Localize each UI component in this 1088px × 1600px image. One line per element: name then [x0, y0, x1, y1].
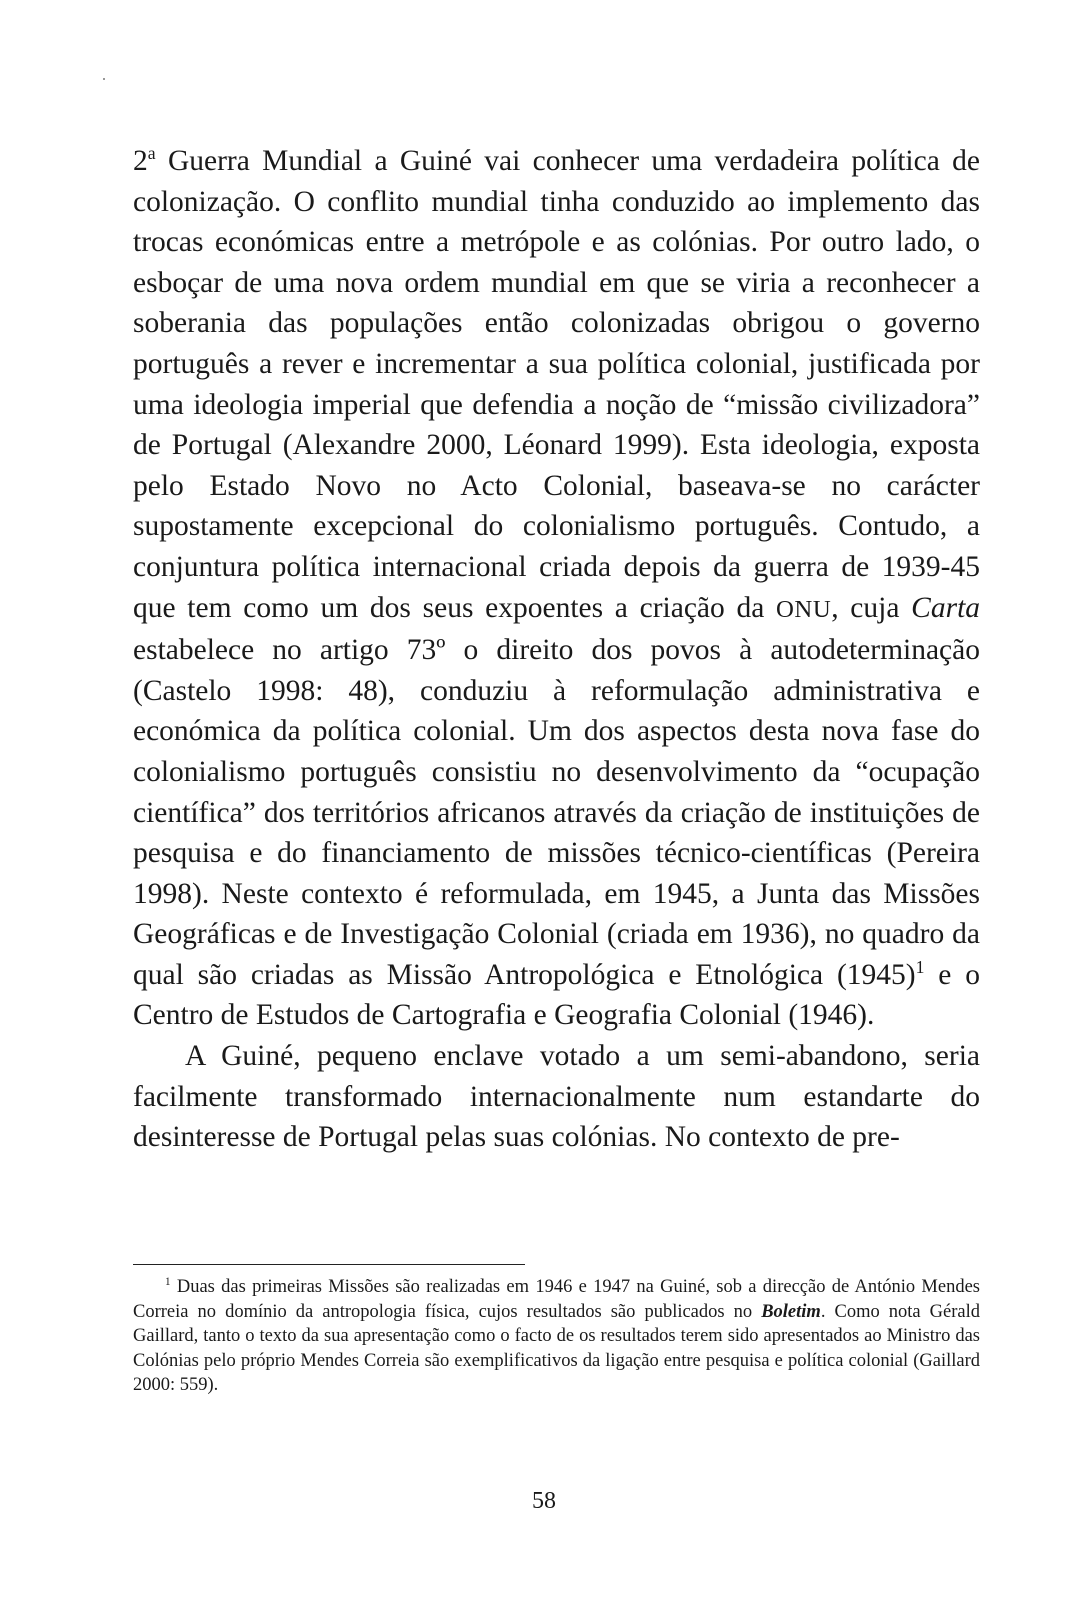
footnote [133, 1275, 980, 1398]
page-number: 58 [532, 1488, 556, 1514]
footnote-reference[interactable]: 1 [915, 957, 925, 978]
scan-speck [103, 78, 105, 80]
footnote-text-a: Duas das primeiras Missões são realizadas em 1946 e 1947 na Guiné, sob a direcção de António Mendes Correia no domínio da antropologia física, cujos resultados são publicados no [133, 1277, 980, 1322]
ordinal-suffix: a [147, 143, 156, 164]
paragraph-1-text-a: Guerra Mundial a Guiné vai conhecer uma verdadeira política de colonização. O conflito mundial tinha conduzido ao implemento das trocas económicas entre a metrópole e as colónias. Por outro lado, o esboçar de uma nova ordem mundial em que se viria a reconhecer a soberania das populações então colonizadas obrigou o governo português a rever e incrementar a sua política colonial, justificada por uma ideologia imperial que defendia a noção de “missão civilizadora” de Portugal (Alexandre 2000, Léonard 1999). Esta ideologia, exposta pelo Estado Novo no Acto Colonial, baseava-se no carácter supostamente excepcional do colonialismo português. Contudo, a conjuntura política internacional criada depois da guerra de 1939-45 que tem como um dos seus expoentes a criação da [133, 145, 980, 624]
footnote-marker: 1 [165, 1275, 171, 1288]
footnote-text-b: . Como nota Gérald Gaillard, tanto o texto da sua apresentação como o facto de os resultados terem sido apresentados ao Ministro das Colónias pelo próprio Mendes Correia são exemplificativos da ligação entre pesquisa e política colonial (Gaillard 2000: 559). [133, 1301, 980, 1395]
paragraph-1-text-b: , cuja [831, 591, 912, 624]
paragraph-2: A Guiné, pequeno enclave votado a um semi-abandono, seria facilmente transformado internacionalmente num estandarte do desinteresse de Portugal pelas suas colónias. No contexto de pre- [133, 1040, 980, 1154]
body-text [133, 141, 980, 1158]
footnote-separator [133, 1264, 525, 1265]
paragraph-1 [133, 141, 980, 1036]
italic-carta: Carta [911, 591, 981, 624]
ordinal-number: 2 [133, 145, 148, 177]
paragraph-1-text-c: estabelece no artigo 73º o direito dos povos à autodeterminação (Castelo 1998: 48), conduziu à reformulação administrativa e económica da política colonial. Um dos aspectos desta nova fase do colonialismo português consistiu no desenvolvimento da “ocupação científica” dos territórios africanos através da criação de instituições de pesquisa e do financiamento de missões técnico-científicas (Pereira 1998). Neste contexto é reformulada, em 1945, a Junta das Missões Geográficas e de Investigação Colonial (criada em 1936), no quadro da qual são criadas as Missão Antropológica e Etnológica (1945) [133, 634, 980, 991]
acronym-onu: ONU [776, 595, 832, 623]
footnote-italic-boletim: Boletim [761, 1301, 821, 1322]
paragraph-1-text-d: e o Centro de Estudos de Cartografia e Geografia Colonial (1946). [133, 958, 981, 1032]
